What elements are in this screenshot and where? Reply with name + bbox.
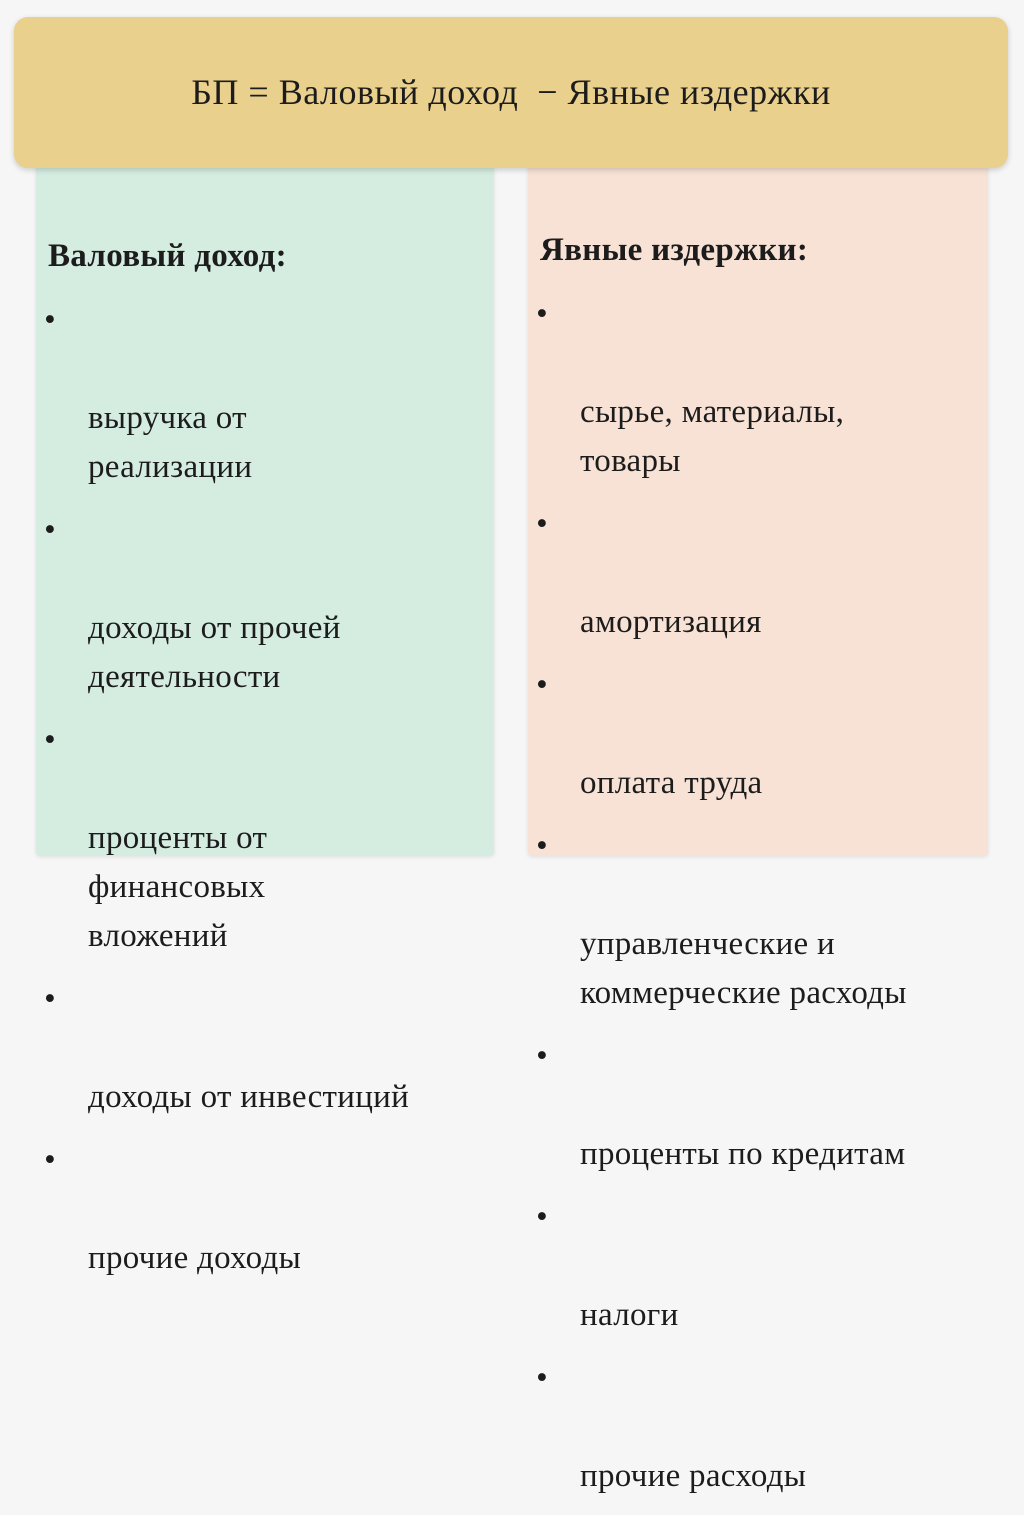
- formula-banner: [14, 17, 1008, 168]
- bullet-icon: •: [44, 302, 56, 338]
- cost-item-label: амортизация: [580, 604, 762, 640]
- bullet-icon: •: [44, 981, 56, 1017]
- cost-item-label: прочие расходы: [580, 1458, 807, 1494]
- cost-item: [534, 290, 984, 486]
- cost-item-label: управленческие и коммерческие расходы: [580, 926, 907, 1011]
- revenue-item: [42, 975, 492, 1122]
- revenue-item-label: выручка от реализации: [88, 400, 253, 485]
- cost-item: [534, 1193, 984, 1340]
- revenue-item-label: прочие доходы: [88, 1240, 302, 1276]
- bullet-icon: •: [44, 722, 56, 758]
- revenue-item-label: проценты от финансовых вложений: [88, 820, 268, 954]
- bullet-icon: •: [536, 296, 548, 332]
- cost-item: [534, 500, 984, 647]
- cost-item: [534, 1032, 984, 1179]
- costs-title: Явные издержки:: [540, 232, 809, 268]
- bullet-icon: •: [536, 1199, 548, 1235]
- revenue-item-label: доходы от прочей деятельности: [88, 610, 341, 695]
- revenue-item: [42, 296, 492, 492]
- cost-item-label: сырье, материалы, товары: [580, 394, 845, 479]
- bullet-icon: •: [44, 1142, 56, 1178]
- formula-text: БП = Валовый доход − Явные издержки: [191, 71, 831, 112]
- revenue-list: [42, 296, 492, 1297]
- bullet-icon: •: [536, 506, 548, 542]
- revenue-title: Валовый доход:: [48, 238, 287, 274]
- revenue-item: [42, 716, 492, 961]
- bullet-icon: •: [536, 1360, 548, 1396]
- bullet-icon: •: [536, 1038, 548, 1074]
- cost-item: [534, 822, 984, 1018]
- cost-item: [534, 661, 984, 808]
- cost-item-label: налоги: [580, 1297, 679, 1333]
- revenue-item-label: доходы от инвестиций: [88, 1079, 410, 1115]
- bullet-icon: •: [536, 828, 548, 864]
- revenue-item: [42, 1136, 492, 1283]
- cost-item-label: проценты по кредитам: [580, 1136, 906, 1172]
- revenue-item: [42, 506, 492, 702]
- bullet-icon: •: [536, 667, 548, 703]
- cost-item: [534, 1354, 984, 1501]
- cost-item-label: оплата труда: [580, 765, 763, 801]
- bullet-icon: •: [44, 512, 56, 548]
- costs-list: [534, 290, 984, 1515]
